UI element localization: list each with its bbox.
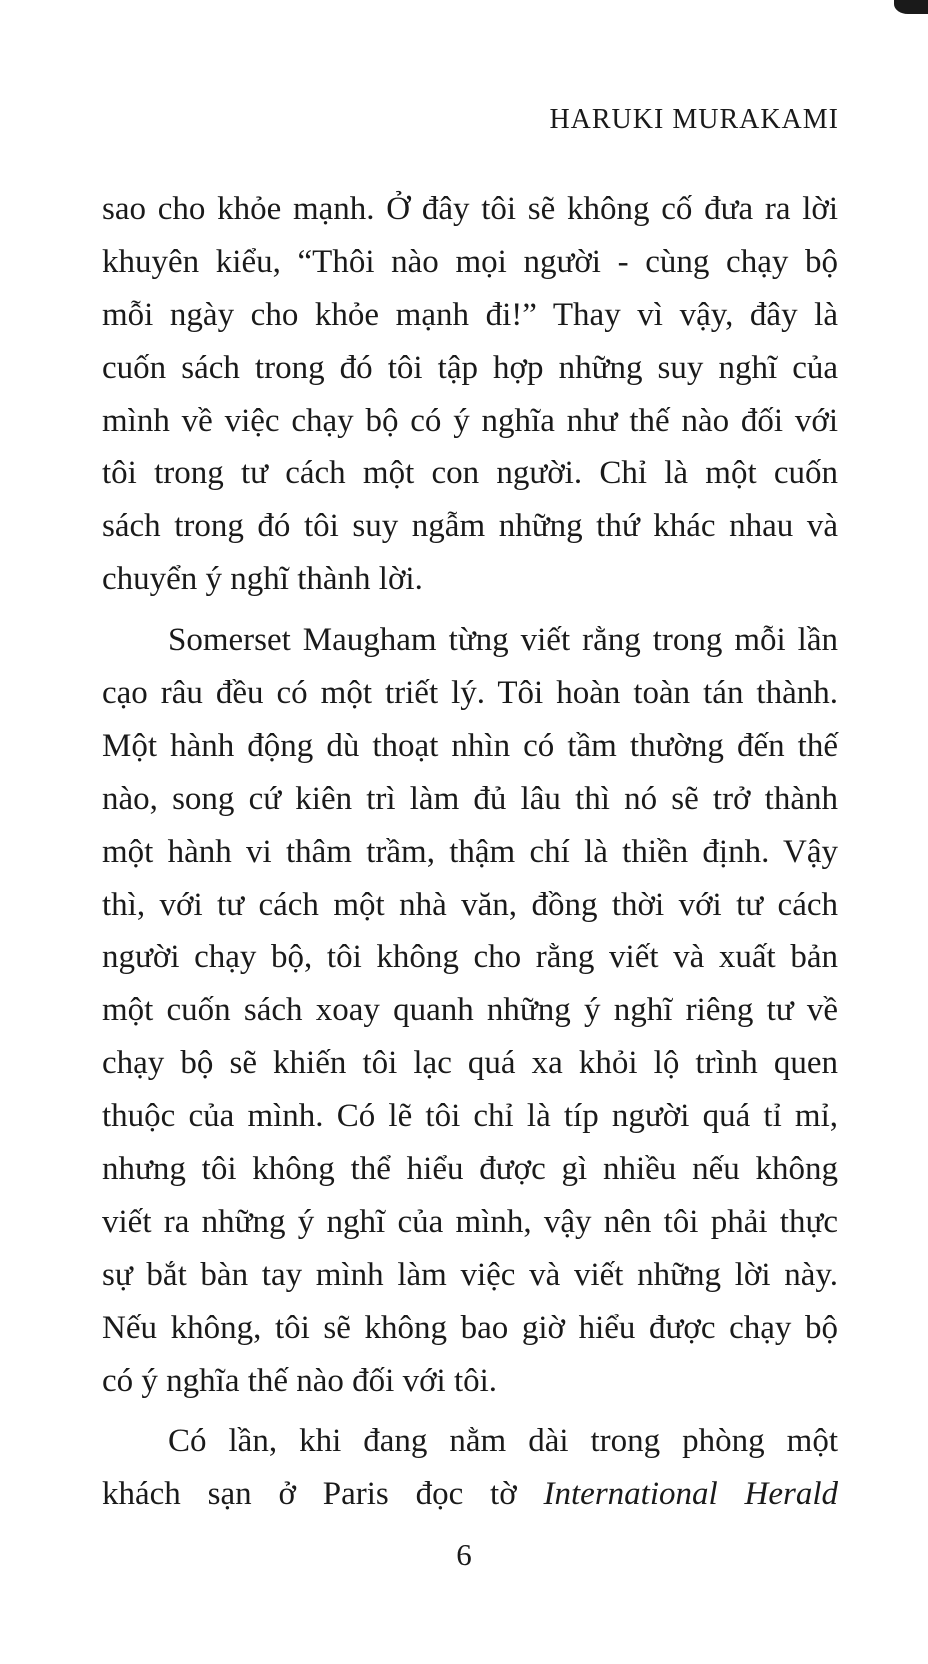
page-number: 6 bbox=[456, 1537, 472, 1572]
text-line: Somerset Maugham từng viết rằng trong mỗi lần bbox=[168, 622, 838, 659]
text-line: nào, song cứ kiên trì làm đủ lâu thì nó sẽ trở thành bbox=[102, 780, 838, 817]
text-line: thì, với tư cách một nhà văn, đồng thời với tư cách bbox=[102, 886, 838, 923]
paragraph-gap bbox=[102, 1407, 838, 1415]
text-line: viết ra những ý nghĩ của mình, vậy nên tôi phải thực bbox=[102, 1203, 838, 1240]
newspaper-title: International Herald bbox=[543, 1476, 838, 1513]
body-text bbox=[102, 183, 838, 1521]
text-line: người chạy bộ, tôi không cho rằng viết và xuất bản bbox=[102, 939, 838, 976]
text-line: sách trong đó tôi suy ngẫm những thứ khác nhau và bbox=[102, 508, 838, 545]
text-line: tôi trong tư cách một con người. Chỉ là một cuốn bbox=[102, 455, 838, 492]
text-line: có ý nghĩa thế nào đối với tôi. bbox=[102, 1362, 498, 1399]
text-line: chạy bộ sẽ khiến tôi lạc quá xa khỏi lộ trình quen bbox=[102, 1045, 838, 1082]
text-line: sao cho khỏe mạnh. Ở đây tôi sẽ không cố đưa ra lời bbox=[102, 191, 838, 227]
running-header: HARUKI MURAKAMI bbox=[549, 104, 839, 135]
text-line: cạo râu đều có một triết lý. Tôi hoàn toàn tán thành. bbox=[102, 675, 838, 712]
scan-edge-mark bbox=[894, 0, 928, 14]
text-line: Nếu không, tôi sẽ không bao giờ hiểu được chạy bộ bbox=[102, 1309, 838, 1346]
text-line: sự bắt bàn tay mình làm việc và viết những lời này. bbox=[102, 1256, 838, 1293]
text-line: mỗi ngày cho khỏe mạnh đi!” Thay vì vậy, đây là bbox=[102, 296, 838, 333]
text-line: một hành vi thâm trầm, thậm chí là thiền định. Vậy bbox=[102, 833, 838, 870]
text-line: khuyên kiểu, “Thôi nào mọi người - cùng chạy bộ bbox=[102, 243, 838, 280]
text-line: một cuốn sách xoay quanh những ý nghĩ riêng tư về bbox=[102, 992, 838, 1029]
text-line: cuốn sách trong đó tôi tập hợp những suy nghĩ của bbox=[102, 349, 838, 386]
paragraph-gap bbox=[102, 606, 838, 614]
text-line: Một hành động dù thoạt nhìn có tầm thường đến thế bbox=[102, 727, 838, 764]
text-line: thuộc của mình. Có lẽ tôi chỉ là típ người quá tỉ mỉ, bbox=[102, 1098, 838, 1135]
text-run: khách sạn ở Paris đọc tờ bbox=[102, 1476, 544, 1513]
text-line: nhưng tôi không thể hiểu được gì nhiều nếu không bbox=[102, 1151, 838, 1188]
text-line-with-title bbox=[102, 1468, 838, 1521]
text-line: mình về việc chạy bộ có ý nghĩa như thế nào đối với bbox=[102, 402, 838, 439]
text-line: chuyển ý nghĩ thành lời. bbox=[102, 561, 423, 598]
text-line: Có lần, khi đang nằm dài trong phòng một bbox=[168, 1423, 838, 1460]
